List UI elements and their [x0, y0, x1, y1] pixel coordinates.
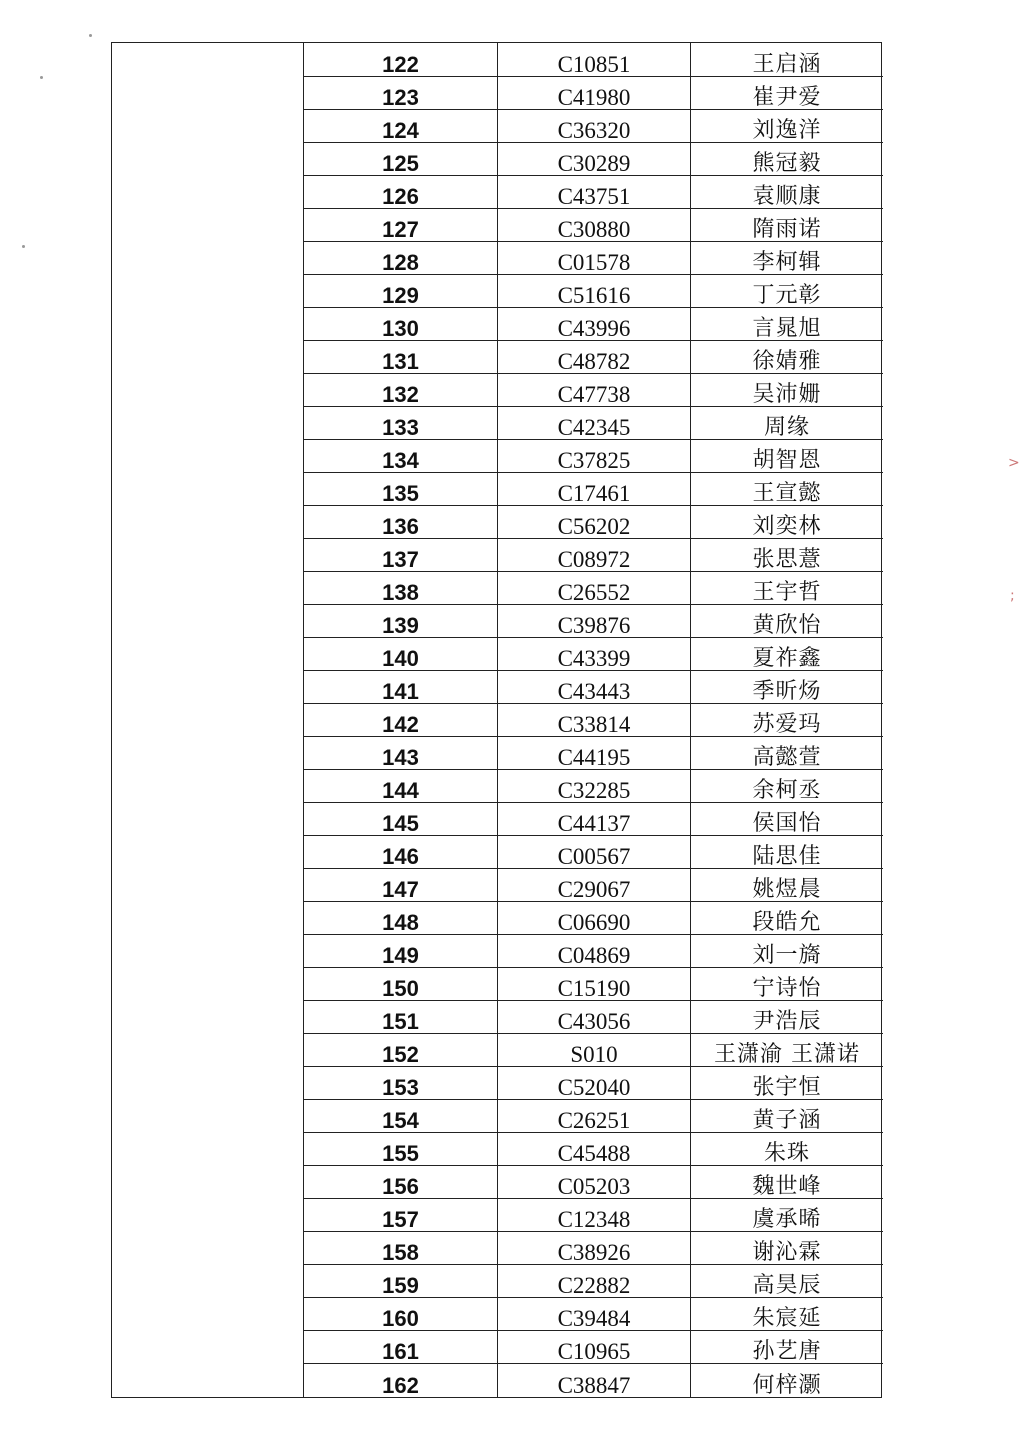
row-number: 133	[304, 406, 498, 439]
scan-mark: >	[1008, 455, 1020, 471]
member-name: 刘逸洋	[691, 109, 884, 142]
table-row	[304, 934, 883, 967]
member-name: 胡智恩	[691, 439, 884, 472]
member-code: C43399	[498, 637, 691, 670]
table-row	[304, 670, 883, 703]
roster-body	[304, 43, 883, 1397]
member-name: 黄子涵	[691, 1100, 884, 1133]
row-number: 124	[304, 109, 498, 142]
member-code: C26251	[498, 1100, 691, 1133]
row-number: 146	[304, 835, 498, 868]
member-name: 高昊辰	[691, 1265, 884, 1298]
member-name: 季昕炀	[691, 670, 884, 703]
row-number: 156	[304, 1166, 498, 1199]
row-number: 140	[304, 637, 498, 670]
row-number: 128	[304, 241, 498, 274]
member-name: 崔尹爱	[691, 76, 884, 109]
row-number: 152	[304, 1033, 498, 1066]
member-name: 熊冠毅	[691, 142, 884, 175]
member-code: C12348	[498, 1199, 691, 1232]
member-name: 谢沁霖	[691, 1232, 884, 1265]
member-name: 王宇哲	[691, 571, 884, 604]
table-row	[304, 406, 883, 439]
member-name: 黄欣怡	[691, 604, 884, 637]
member-code: C48782	[498, 340, 691, 373]
member-code: C22882	[498, 1265, 691, 1298]
table-row	[304, 505, 883, 538]
member-code: C39876	[498, 604, 691, 637]
row-number: 160	[304, 1298, 498, 1331]
member-code: C51616	[498, 274, 691, 307]
member-name: 朱珠	[691, 1133, 884, 1166]
merged-group-cell	[112, 43, 304, 1397]
table-row	[304, 868, 883, 901]
member-name: 王启涵	[691, 43, 884, 76]
member-name: 张宇恒	[691, 1066, 884, 1099]
table-row	[304, 175, 883, 208]
member-name: 李柯辑	[691, 241, 884, 274]
table-row	[304, 769, 883, 802]
member-code: C42345	[498, 406, 691, 439]
member-code: C15190	[498, 967, 691, 1000]
table-row	[304, 538, 883, 571]
row-number: 139	[304, 604, 498, 637]
member-name: 高懿萱	[691, 736, 884, 769]
scan-speck	[22, 245, 25, 248]
member-code: C43443	[498, 670, 691, 703]
member-code: C32285	[498, 769, 691, 802]
member-name: 张思薏	[691, 538, 884, 571]
row-number: 159	[304, 1265, 498, 1298]
table-row	[304, 1265, 883, 1298]
member-name: 刘一旖	[691, 934, 884, 967]
member-name: 余柯丞	[691, 769, 884, 802]
member-code: C05203	[498, 1166, 691, 1199]
row-number: 131	[304, 340, 498, 373]
table-row	[304, 1331, 883, 1364]
table-row	[304, 967, 883, 1000]
member-name: 何梓灏	[691, 1364, 884, 1397]
table-row	[304, 802, 883, 835]
table-row	[304, 637, 883, 670]
row-number: 148	[304, 901, 498, 934]
member-code: C43751	[498, 175, 691, 208]
member-name: 魏世峰	[691, 1166, 884, 1199]
row-number: 130	[304, 307, 498, 340]
member-name: 苏爱玛	[691, 703, 884, 736]
table-row	[304, 274, 883, 307]
row-number: 141	[304, 670, 498, 703]
table-row	[304, 472, 883, 505]
row-number: 125	[304, 142, 498, 175]
member-code: C38847	[498, 1364, 691, 1397]
row-number: 161	[304, 1331, 498, 1364]
member-name: 姚煜晨	[691, 868, 884, 901]
member-code: C36320	[498, 109, 691, 142]
member-code: C06690	[498, 901, 691, 934]
row-number: 144	[304, 769, 498, 802]
member-name: 朱宸延	[691, 1298, 884, 1331]
table-row	[304, 109, 883, 142]
row-number: 149	[304, 934, 498, 967]
member-code: C30289	[498, 142, 691, 175]
table-row	[304, 901, 883, 934]
table-row	[304, 373, 883, 406]
row-number: 134	[304, 439, 498, 472]
row-number: 153	[304, 1066, 498, 1099]
table-row	[304, 340, 883, 373]
member-name: 陆思佳	[691, 835, 884, 868]
member-code: C56202	[498, 505, 691, 538]
table-row	[304, 1232, 883, 1265]
table-row	[304, 1166, 883, 1199]
table-row	[304, 142, 883, 175]
member-code: C04869	[498, 934, 691, 967]
member-code: C37825	[498, 439, 691, 472]
member-name: 尹浩辰	[691, 1000, 884, 1033]
member-name: 宁诗怡	[691, 967, 884, 1000]
member-name: 隋雨诺	[691, 208, 884, 241]
row-number: 155	[304, 1133, 498, 1166]
member-code: C33814	[498, 703, 691, 736]
member-code: C43056	[498, 1000, 691, 1033]
member-code: C10965	[498, 1331, 691, 1364]
row-number: 132	[304, 373, 498, 406]
member-name: 袁顺康	[691, 175, 884, 208]
member-name: 段皓允	[691, 901, 884, 934]
table-row	[304, 1033, 883, 1066]
table-row	[304, 76, 883, 109]
roster-table-frame	[111, 42, 882, 1398]
member-code: C00567	[498, 835, 691, 868]
table-row	[304, 736, 883, 769]
member-code: C29067	[498, 868, 691, 901]
table-row	[304, 703, 883, 736]
member-code: C30880	[498, 208, 691, 241]
scan-speck	[40, 76, 43, 79]
member-code: S010	[498, 1033, 691, 1066]
table-row	[304, 571, 883, 604]
member-code: C44137	[498, 802, 691, 835]
row-number: 137	[304, 538, 498, 571]
row-number: 122	[304, 43, 498, 76]
table-row	[304, 1100, 883, 1133]
table-row	[304, 1066, 883, 1099]
row-number: 158	[304, 1232, 498, 1265]
table-row	[304, 1000, 883, 1033]
table-row	[304, 1364, 883, 1397]
row-number: 129	[304, 274, 498, 307]
member-name: 王宣懿	[691, 472, 884, 505]
member-name: 侯国怡	[691, 802, 884, 835]
member-code: C01578	[498, 241, 691, 274]
row-number: 151	[304, 1000, 498, 1033]
row-number: 162	[304, 1364, 498, 1397]
member-name: 丁元彰	[691, 274, 884, 307]
member-code: C44195	[498, 736, 691, 769]
member-code: C39484	[498, 1298, 691, 1331]
member-code: C10851	[498, 43, 691, 76]
member-code: C47738	[498, 373, 691, 406]
table-row	[304, 241, 883, 274]
row-number: 143	[304, 736, 498, 769]
member-name: 夏祚鑫	[691, 637, 884, 670]
member-code: C41980	[498, 76, 691, 109]
member-name: 周缘	[691, 406, 884, 439]
table-row	[304, 835, 883, 868]
row-number: 157	[304, 1199, 498, 1232]
row-number: 126	[304, 175, 498, 208]
row-number: 147	[304, 868, 498, 901]
member-name: 虞承晞	[691, 1199, 884, 1232]
scan-mark: ;	[1010, 588, 1015, 604]
table-row	[304, 1298, 883, 1331]
table-row	[304, 604, 883, 637]
row-number: 136	[304, 505, 498, 538]
table-row	[304, 1133, 883, 1166]
member-code: C52040	[498, 1066, 691, 1099]
member-name: 吴沛姗	[691, 373, 884, 406]
roster-table	[304, 43, 883, 1397]
row-number: 150	[304, 967, 498, 1000]
member-name: 言晁旭	[691, 307, 884, 340]
table-row	[304, 439, 883, 472]
row-number: 145	[304, 802, 498, 835]
member-name: 孙艺唐	[691, 1331, 884, 1364]
row-number: 154	[304, 1100, 498, 1133]
member-code: C43996	[498, 307, 691, 340]
table-row	[304, 43, 883, 76]
member-name: 刘奕林	[691, 505, 884, 538]
member-name: 王潇渝 王潇诺	[691, 1033, 884, 1066]
row-number: 127	[304, 208, 498, 241]
row-number: 142	[304, 703, 498, 736]
table-row	[304, 307, 883, 340]
table-row	[304, 1199, 883, 1232]
member-code: C26552	[498, 571, 691, 604]
member-code: C45488	[498, 1133, 691, 1166]
scan-speck	[89, 34, 92, 37]
member-name: 徐婧雅	[691, 340, 884, 373]
table-row	[304, 208, 883, 241]
member-code: C08972	[498, 538, 691, 571]
member-code: C38926	[498, 1232, 691, 1265]
row-number: 135	[304, 472, 498, 505]
member-code: C17461	[498, 472, 691, 505]
row-number: 123	[304, 76, 498, 109]
row-number: 138	[304, 571, 498, 604]
